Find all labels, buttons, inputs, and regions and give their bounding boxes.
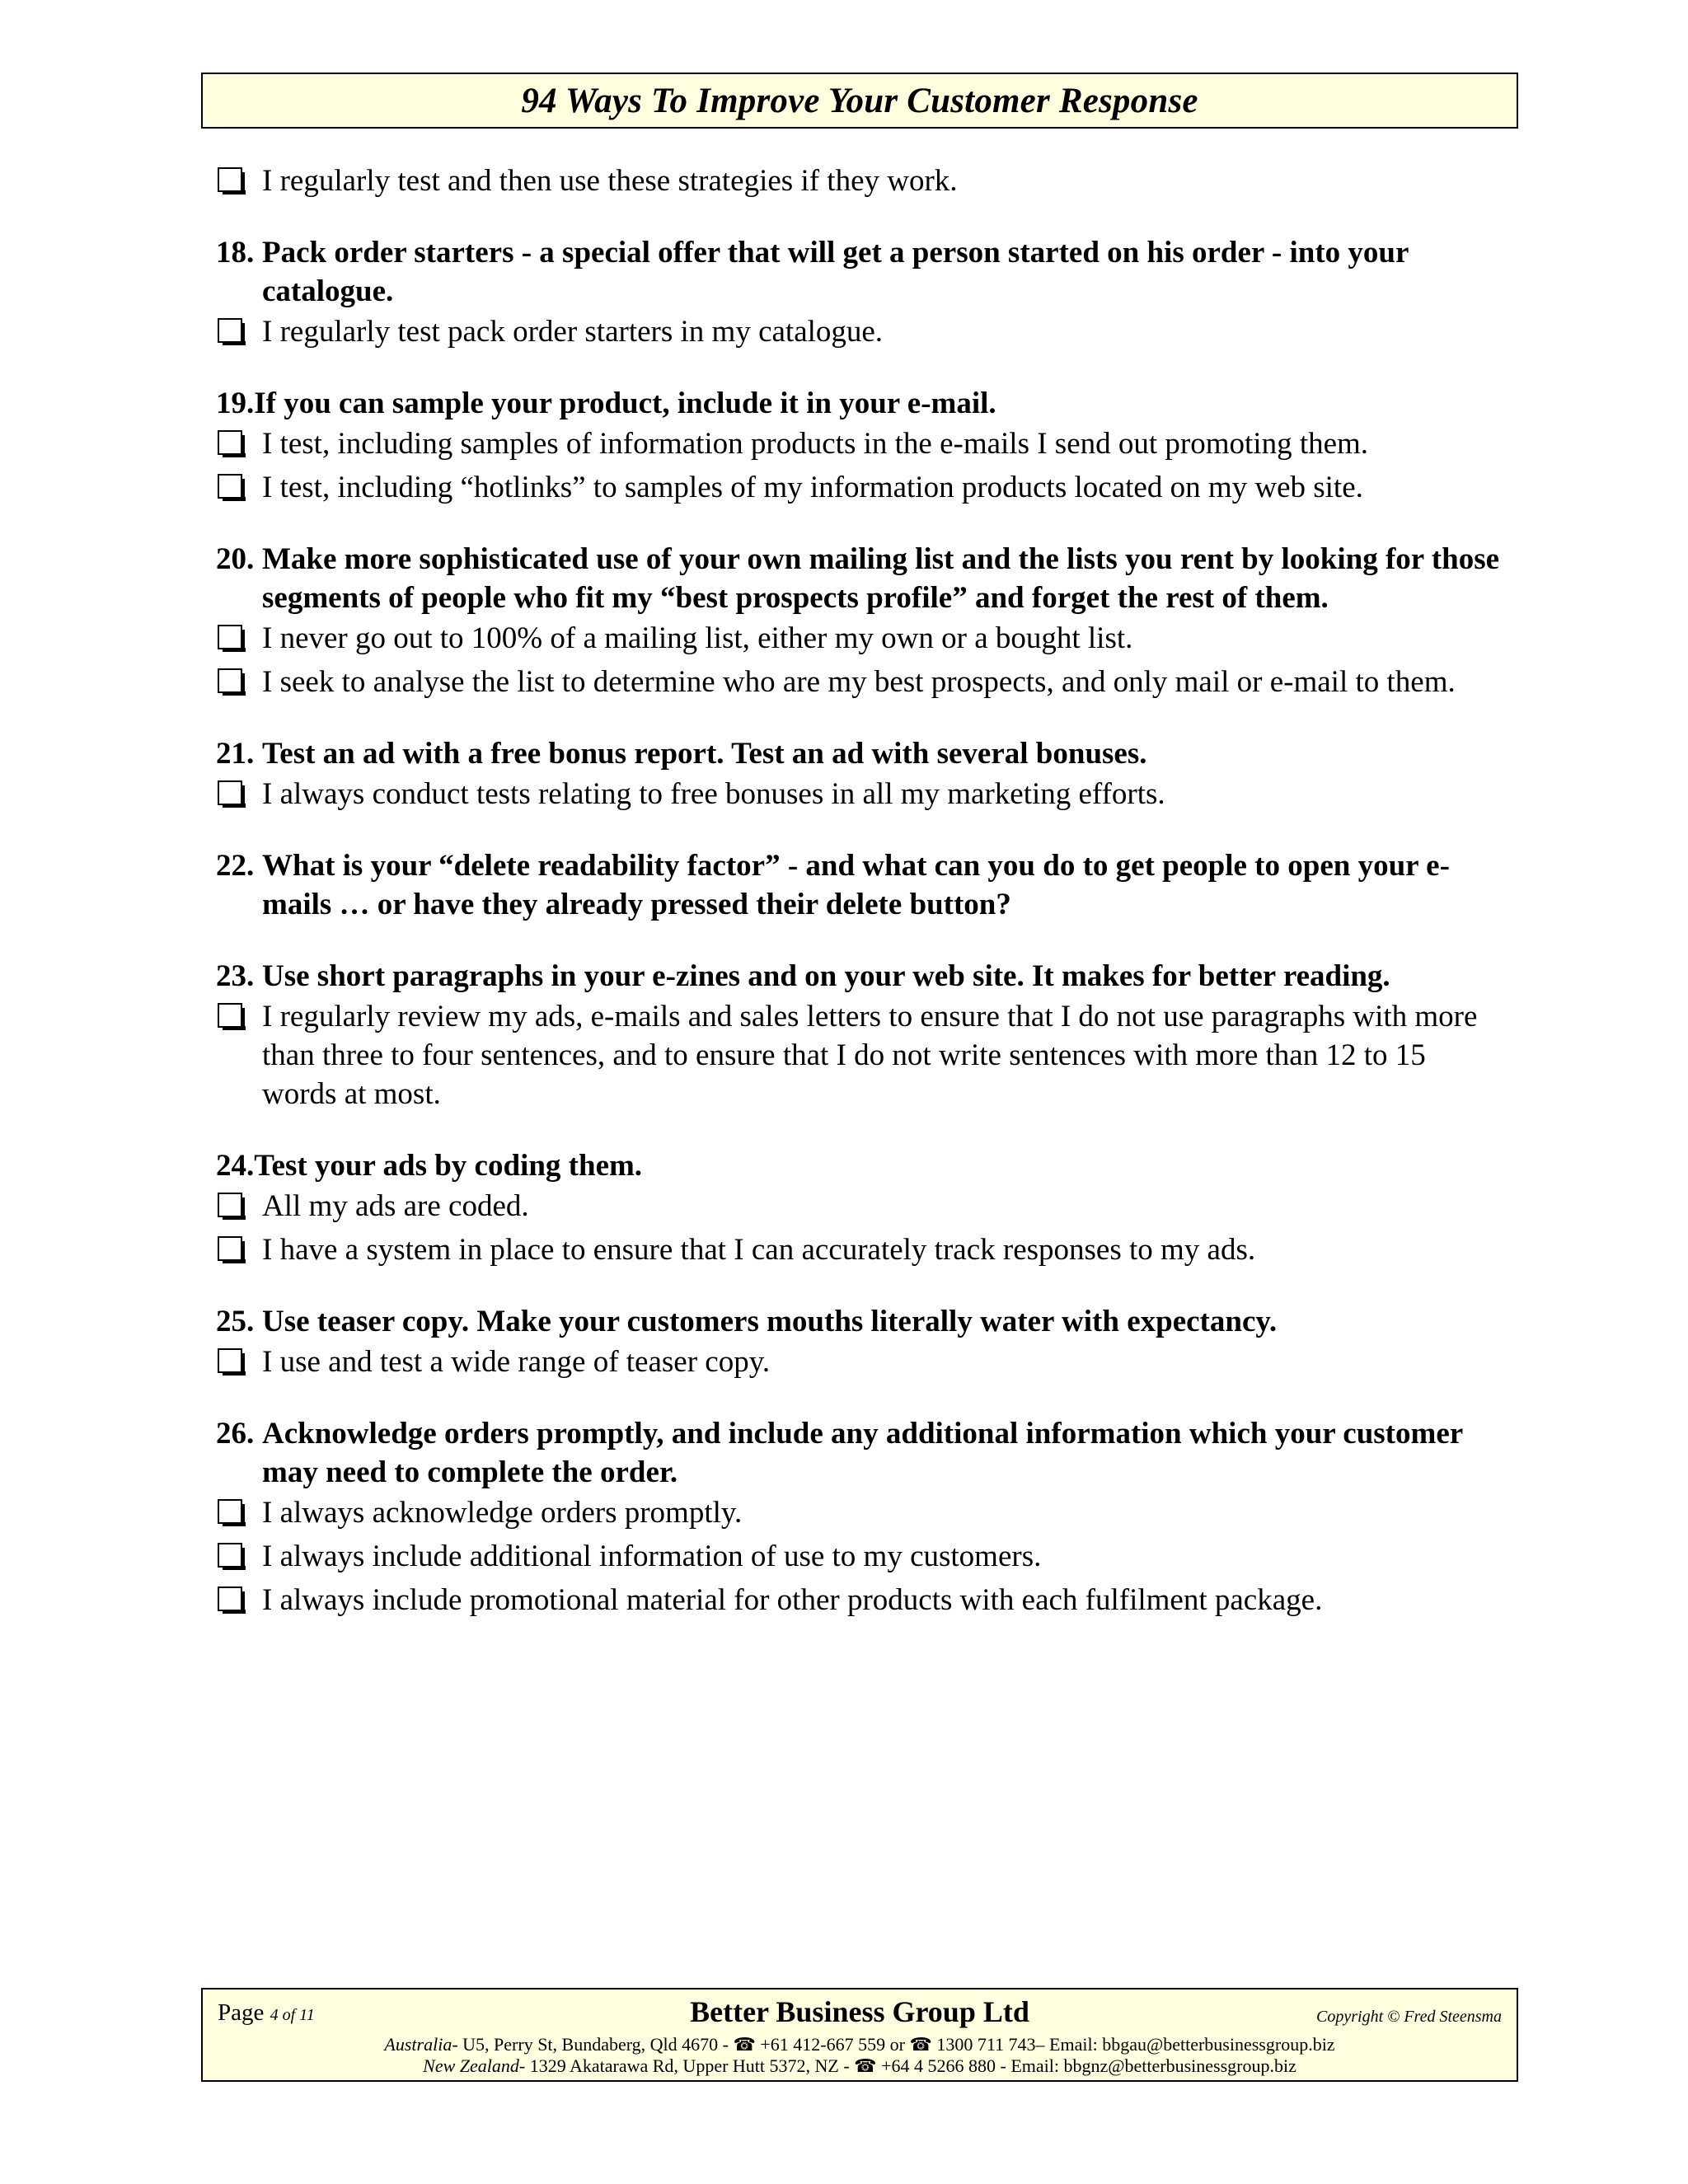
checklist-item	[216, 1581, 1502, 1619]
item-heading-text: Make more sophisticated use of your own mailing list and the lists you rent by looking for those segments of people who fit my “best prospects profile” and forget the rest of them.	[262, 542, 1500, 615]
checkbox-icon[interactable]	[218, 1348, 242, 1373]
footer-address-australia: Australia- U5, Perry St, Bundaberg, Qld 4670 - ☎ +61 412-667 559 or ☎ 1300 711 743– Email: bbgau@betterbusinessgroup.biz	[384, 2034, 1335, 2055]
item-heading	[216, 1146, 1502, 1185]
document-body	[216, 162, 1502, 1624]
checkbox-icon[interactable]	[218, 668, 242, 693]
checkbox-icon[interactable]	[218, 430, 242, 455]
item-number: 22.	[216, 849, 255, 883]
item-number: 21.	[216, 737, 255, 771]
checklist-item	[216, 1187, 1502, 1226]
item-heading-text: Pack order starters - a special offer that will get a person started on his order - into your catalogue.	[262, 236, 1409, 308]
checkbox-icon[interactable]	[218, 318, 242, 343]
checklist-item	[216, 424, 1502, 463]
checklist-text: I always include promotional material for other products with each fulfilment package.	[262, 1583, 1323, 1617]
item-heading-text: Use teaser copy. Make your customers mouths literally water with expectancy.	[262, 1305, 1278, 1338]
item-heading-text: Test your ads by coding them.	[254, 1149, 643, 1183]
item-heading	[216, 540, 1502, 617]
item-number: 23.	[216, 959, 255, 993]
item-heading	[216, 846, 1502, 924]
item-number: 19.	[216, 387, 255, 420]
checkbox-icon[interactable]	[218, 1499, 242, 1524]
checkbox-icon[interactable]	[218, 625, 242, 649]
checklist-text: I test, including “hotlinks” to samples of my information products located on my web site.	[262, 471, 1363, 504]
checkbox-icon[interactable]	[218, 1543, 242, 1568]
checklist-item	[216, 997, 1502, 1113]
numbered-items	[216, 233, 1502, 1619]
checkbox-icon[interactable]	[218, 1193, 242, 1217]
item-number: 25.	[216, 1305, 255, 1338]
page-header	[201, 73, 1518, 129]
item-heading-text: Acknowledge orders promptly, and include any additional information which your customer may need to complete the order.	[262, 1417, 1463, 1489]
checkbox-icon[interactable]	[218, 1586, 242, 1611]
item-heading-text: Test an ad with a free bonus report. Test an ad with several bonuses.	[262, 737, 1147, 771]
checklist-text: I never go out to 100% of a mailing list, either my own or a bought list.	[262, 621, 1133, 655]
checkbox-icon[interactable]	[218, 1236, 242, 1261]
checklist-text: I regularly test pack order starters in my catalogue.	[262, 315, 884, 349]
checkbox-icon[interactable]	[218, 167, 242, 192]
document-title: 94 Ways To Improve Your Customer Response	[521, 81, 1198, 120]
item-heading	[216, 1302, 1502, 1341]
checklist-text: I regularly review my ads, e-mails and sales letters to ensure that I do not use paragraphs with more than three to four sentences, and to ensure that I do not write sentences with more than 12 to 15 words at most.	[262, 1000, 1478, 1111]
checklist-text: I test, including samples of information products in the e-mails I send out promoting them.	[262, 427, 1369, 461]
checklist-item	[216, 312, 1502, 351]
checklist-text: I use and test a wide range of teaser copy.	[262, 1345, 771, 1379]
checklist-text: I always acknowledge orders promptly.	[262, 1496, 743, 1530]
company-name: Better Business Group Ltd	[690, 1995, 1029, 2028]
copyright-notice: Copyright © Fred Steensma	[1316, 2008, 1502, 2026]
page-footer	[201, 1988, 1518, 2082]
item-heading-text: Use short paragraphs in your e-zines and on your web site. It makes for better reading.	[262, 959, 1390, 993]
item-heading	[216, 1414, 1502, 1492]
item-number: 18.	[216, 236, 255, 269]
item-heading	[216, 384, 1502, 423]
checklist-text: I have a system in place to ensure that I can accurately track responses to my ads.	[262, 1233, 1256, 1267]
checklist-item	[216, 468, 1502, 507]
item-heading	[216, 233, 1502, 311]
checkbox-icon[interactable]	[218, 1003, 242, 1028]
checklist-text: I always conduct tests relating to free bonuses in all my marketing efforts.	[262, 777, 1165, 811]
checklist-item	[216, 1230, 1502, 1269]
checklist-item	[216, 1343, 1502, 1381]
item-heading-text: What is your “delete readability factor” - and what can you do to get people to open your e-mails … or have they already pressed their delete button?	[262, 849, 1450, 921]
checklist-item	[216, 1537, 1502, 1576]
checkbox-icon[interactable]	[218, 780, 242, 805]
checklist-item	[216, 162, 1502, 200]
page-number: Page 4 of 11	[218, 1999, 315, 2026]
checklist-text: I regularly test and then use these strategies if they work.	[262, 164, 958, 198]
checklist-text: I always include additional information of use to my customers.	[262, 1540, 1042, 1573]
checkbox-icon[interactable]	[218, 474, 242, 499]
footer-address-new-zealand: New Zealand- 1329 Akatarawa Rd, Upper Hutt 5372, NZ - ☎ +64 4 5266 880 - Email: bbgnz@betterbusinessgroup.biz	[423, 2055, 1296, 2076]
checklist-text: All my ads are coded.	[262, 1189, 529, 1223]
checklist-item	[216, 663, 1502, 701]
checklist-text: I seek to analyse the list to determine who are my best prospects, and only mail or e-mail to them.	[262, 665, 1456, 699]
item-number: 24.	[216, 1149, 255, 1183]
checklist-item	[216, 775, 1502, 813]
item-number: 26.	[216, 1417, 255, 1451]
checklist-item	[216, 1493, 1502, 1532]
item-heading	[216, 734, 1502, 773]
checklist-item	[216, 619, 1502, 658]
item-number: 20.	[216, 542, 255, 576]
item-heading-text: If you can sample your product, include it in your e-mail.	[254, 387, 996, 420]
item-heading	[216, 957, 1502, 996]
